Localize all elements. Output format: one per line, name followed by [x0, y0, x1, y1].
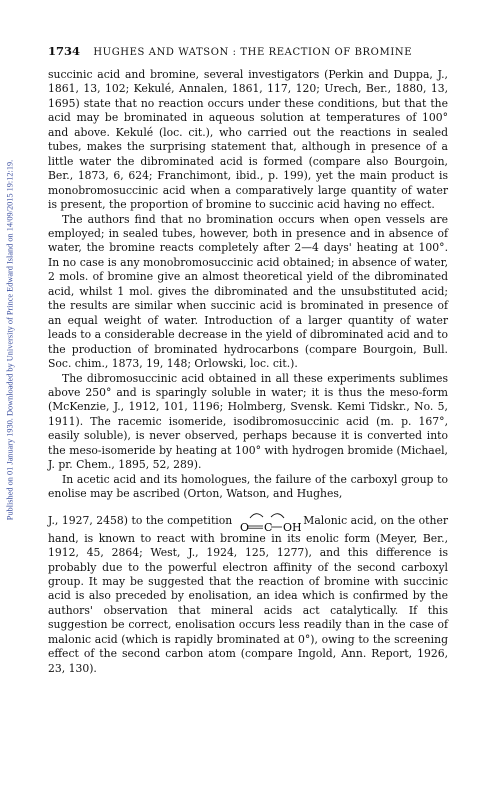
paragraph-with-mechanism [48, 510, 448, 677]
mech-atom-o: O [239, 520, 249, 534]
running-head: HUGHES AND WATSON : THE REACTION OF BROMINE [93, 47, 413, 58]
mech-atom-c: C [263, 520, 273, 534]
body-text [48, 68, 448, 676]
mech-atom-oh: OH [282, 520, 302, 534]
resonance-arrow-diagram [238, 510, 302, 534]
paragraph: In acetic acid and its homologues, the failure of the carboxyl group to enolise may be ascribed (Orton, Watson, and Hughes, [48, 472, 448, 501]
paragraph: succinic acid and bromine, several investigators (Perkin and Duppa, J., 1861, 13, 102; Kekulé, Annalen, 1861, 117, 120; Urech, Ber., 1880, 13, 1695) state that no reaction occurs under these conditions, but that the acid may be brominated in aqueous solution at temperatures of 100° and above. Kekulé (loc. cit.), who carried out the reactions in sealed tubes, makes the surprising statement that, although in presence of a little water the dibrominated acid is formed (compare also Bourgoin, Ber., 1873, 6, 624; Franchimont, ibid., p. 199), yet the main product is monobromosuccinic acid when a comparatively large quantity of water is present, the proportion of bromine to succinic acid having no effect. [48, 68, 448, 212]
page-number: 1734 [48, 44, 81, 58]
paragraph: The dibromosuccinic acid obtained in all these experiments sublimes above 250° and is sparingly soluble in water; it is thus the meso-form (McKenzie, J., 1912, 101, 1196; Holmberg, Svensk. Kemi Tidskr., No. 5, 1911). The racemic isomeride, isodibromosuccinic acid (m. p. 167°, easily soluble), is never observed, perhaps because it is converted into the meso-isomeride by heating at 100° with hydrogen bromide (Michael, J. pr. Chem., 1895, 52, 289). [48, 371, 448, 472]
paragraph: The authors find that no bromination occurs when open vessels are employed; in sealed tubes, however, both in presence and in absence of water, the bromine reacts completely after 2—4 days' heating at 100°. In no case is any monobromosuccinic acid obtained; in absence of water, 2 mols. of bromine give an almost theoretical yield of the dibrominated acid, whilst 1 mol. gives the dibrominated and the unsubstituted acid; the results are similar when succinic acid is brominated in presence of an equal weight of water. Introduction of a larger quantity of water leads to a considerable decrease in the yield of dibrominated acid and to the production of brominated hydrocarbons (compare Bourgoin, Bull. Soc. chim., 1873, 19, 148; Orlowski, loc. cit.). [48, 212, 448, 371]
publication-side-note [3, 40, 17, 640]
equation-gap [48, 502, 448, 510]
mechanism-trailing-text: Malonic acid, on the other hand, is known to react with bromine in its enolic form (Meyer, Ber., 1912, 45, 2864; West, J., 1924, 125, 1277), and this difference is probably due to the powerful electron affinity of the second carboxyl group. It may be suggested that the reaction of bromine with succinic acid is also preceded by enolisation, an idea which is confirmed by the authors' observation that mineral acids act catalytically. If this suggestion be correct, enolisation occurs less readily than in the case of malonic acid (which is rapidly brominated at 0°), owing to the screening effect of the second carbon atom (compare Ingold, Ann. Report, 1926, 23, 130). [48, 513, 449, 675]
curved-arrow-icon [250, 513, 263, 517]
mechanism-lead-text: J., 1927, 2458) to the competition [48, 513, 233, 527]
curved-arrow-icon [271, 513, 284, 517]
side-note-text: Published on 01 January 1930. Downloaded by University of Prince Edward Island on 14/09/2015 19:12:19. [5, 159, 15, 521]
running-header [48, 44, 448, 58]
